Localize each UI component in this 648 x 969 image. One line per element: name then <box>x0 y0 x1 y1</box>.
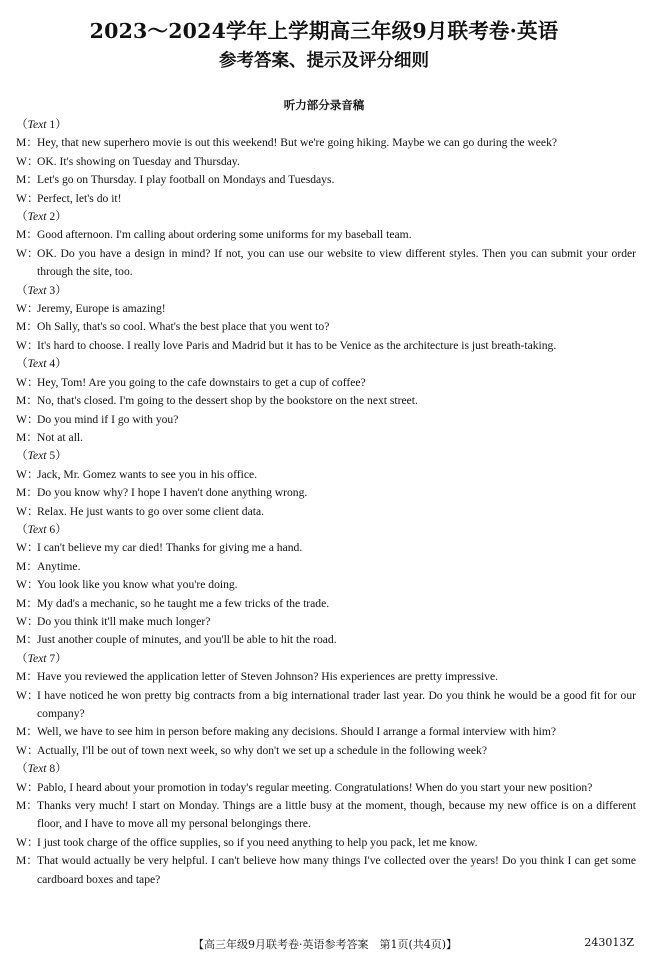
utterance-text: Oh Sally, that's so cool. What's the best place that you went to? <box>37 320 330 334</box>
utterance-text: You look like you know what you're doing. <box>37 578 238 592</box>
dialogue-turn <box>16 723 636 741</box>
utterance-text: Actually, I'll be out of town next week, so why don't we set up a schedule in the following week? <box>37 743 487 757</box>
utterance-text: Thanks very much! I start on Monday. Things are a little busy at the moment, though, because my new office is on a different floor, and I have to move all my personal belongings there. <box>37 799 636 831</box>
dialogue-turn <box>16 134 636 152</box>
speaker-label: W： <box>16 467 39 481</box>
speaker-label: W： <box>16 338 39 352</box>
dialogue-turn <box>16 595 636 613</box>
utterance-text: Just another couple of minutes, and you'll be able to hit the road. <box>37 633 337 647</box>
speaker-label: W： <box>16 191 39 205</box>
utterance-text: Perfect, let's do it! <box>37 191 122 205</box>
speaker-label: M： <box>16 559 38 573</box>
dialogue-turn <box>16 337 636 355</box>
utterance-text: Hey, Tom! Are you going to the cafe downstairs to get a cup of coffee? <box>37 375 366 389</box>
speaker-label: W： <box>16 578 39 592</box>
speaker-label: M： <box>16 670 38 684</box>
dialogue-turn <box>16 153 636 171</box>
utterance-text: Anytime. <box>37 559 81 573</box>
speaker-label: M： <box>16 228 38 242</box>
speaker-label: M： <box>16 633 38 647</box>
speaker-label: M： <box>16 394 38 408</box>
utterance-text: Pablo, I heard about your promotion in today's regular meeting. Congratulations! When do you start your new position? <box>37 780 593 794</box>
listening-transcript <box>16 116 636 889</box>
utterance-text: That would actually be very helpful. I can't believe how many things I've collected over the years! Do you think I can get some cardboard boxes and tape? <box>37 854 636 886</box>
dialogue-turn <box>16 374 636 392</box>
speaker-label: W： <box>16 504 39 518</box>
utterance-text: It's hard to choose. I really love Paris and Madrid but it has to be Venice as the architecture is just breath-taking. <box>37 338 557 352</box>
speaker-label: M： <box>16 799 38 813</box>
text-label: （Text 7） <box>16 651 67 665</box>
footer-code: 243013Z <box>584 936 634 949</box>
dialogue-turn <box>16 190 636 208</box>
utterance-text: Have you reviewed the application letter of Steven Johnson? His experiences are pretty impressive. <box>37 670 499 684</box>
speaker-label: M： <box>16 136 38 150</box>
speaker-label: W： <box>16 688 39 702</box>
speaker-label: M： <box>16 854 38 868</box>
dialogue-turn <box>16 742 636 760</box>
text-label: （Text 1） <box>16 118 67 131</box>
dialogue-turn <box>16 668 636 686</box>
text-label: （Text 5） <box>16 449 67 463</box>
speaker-label: M： <box>16 596 38 610</box>
dialogue-turn <box>16 797 636 834</box>
dialogue-turn <box>16 852 636 889</box>
utterance-text: Not at all. <box>37 430 84 444</box>
dialogue-turn <box>16 576 636 594</box>
dialogue-turn <box>16 466 636 484</box>
dialogue-turn <box>16 411 636 429</box>
speaker-label: W： <box>16 375 39 389</box>
utterance-text: My dad's a mechanic, so he taught me a few tricks of the trade. <box>37 596 330 610</box>
speaker-label: W： <box>16 780 39 794</box>
section-title: 听力部分录音稿 <box>283 98 365 112</box>
dialogue-turn <box>16 779 636 797</box>
dialogue-turn <box>16 613 636 631</box>
speaker-label: M： <box>16 725 38 739</box>
speaker-label: W： <box>16 835 39 849</box>
text-label: （Text 3） <box>16 283 67 297</box>
utterance-text: OK. It's showing on Tuesday and Thursday. <box>37 154 240 168</box>
dialogue-turn <box>16 171 636 189</box>
speaker-label: M： <box>16 430 38 444</box>
utterance-text: Good afternoon. I'm calling about ordering some uniforms for my baseball team. <box>37 228 412 242</box>
dialogue-turn <box>16 245 636 282</box>
dialogue-turn <box>16 318 636 336</box>
speaker-label: W： <box>16 614 39 628</box>
dialogue-turn <box>16 300 636 318</box>
speaker-label: W： <box>16 541 39 555</box>
dialogue-turn <box>16 503 636 521</box>
utterance-text: OK. Do you have a design in mind? If not, you can use our website to view different styles. Then you can submit your order through the site, too. <box>37 246 636 279</box>
text-label: （Text 6） <box>16 522 67 536</box>
utterance-text: Relax. He just wants to go over some client data. <box>37 504 264 518</box>
speaker-label: M： <box>16 320 38 334</box>
utterance-text: I just took charge of the office supplies, so if you need anything to help you pack, let me know. <box>37 835 478 849</box>
dialogue-turn <box>16 558 636 576</box>
text-label: （Text 2） <box>16 210 67 224</box>
utterance-text: No, that's closed. I'm going to the dessert shop by the bookstore on the next street. <box>37 394 418 408</box>
utterance-text: I have noticed he won pretty big contracts from a big international trader last year. Do you think he would be a good fit for our company? <box>37 688 636 720</box>
text-label: （Text 4） <box>16 357 67 371</box>
dialogue-turn <box>16 631 636 649</box>
dialogue-turn <box>16 484 636 502</box>
speaker-label: M： <box>16 486 38 500</box>
page-subtitle: 参考答案、提示及评分细则 <box>219 51 429 71</box>
utterance-text: Let's go on Thursday. I play football on Mondays and Tuesdays. <box>37 173 335 187</box>
dialogue-turn <box>16 687 636 724</box>
speaker-label: W： <box>16 302 39 316</box>
text-label: （Text 8） <box>16 762 67 776</box>
speaker-label: W： <box>16 246 39 260</box>
dialogue-turn <box>16 226 636 244</box>
utterance-text: Jeremy, Europe is amazing! <box>37 302 166 316</box>
utterance-text: I can't believe my car died! Thanks for giving me a hand. <box>37 541 303 555</box>
utterance-text: Do you think it'll make much longer? <box>37 614 211 628</box>
utterance-text: Do you know why? I hope I haven't done anything wrong. <box>37 486 308 500</box>
utterance-text: Hey, that new superhero movie is out this weekend! But we're going hiking. Maybe we can go during the week? <box>37 136 558 150</box>
speaker-label: W： <box>16 743 39 757</box>
dialogue-turn <box>16 429 636 447</box>
utterance-text: Jack, Mr. Gomez wants to see you in his office. <box>37 467 258 481</box>
footer-page-info: 【高三年级9月联考卷·英语参考答案 第1页(共4页)】 <box>192 938 458 951</box>
page-title: 2023～2024学年上学期高三年级9月联考卷·英语 <box>89 19 559 43</box>
speaker-label: W： <box>16 412 39 426</box>
dialogue-turn <box>16 834 636 852</box>
dialogue-turn <box>16 539 636 557</box>
speaker-label: W： <box>16 154 39 168</box>
utterance-text: Well, we have to see him in person before making any decisions. Should I arrange a formal interview with him? <box>37 725 557 739</box>
dialogue-turn <box>16 392 636 410</box>
speaker-label: M： <box>16 173 38 187</box>
utterance-text: Do you mind if I go with you? <box>37 412 179 426</box>
